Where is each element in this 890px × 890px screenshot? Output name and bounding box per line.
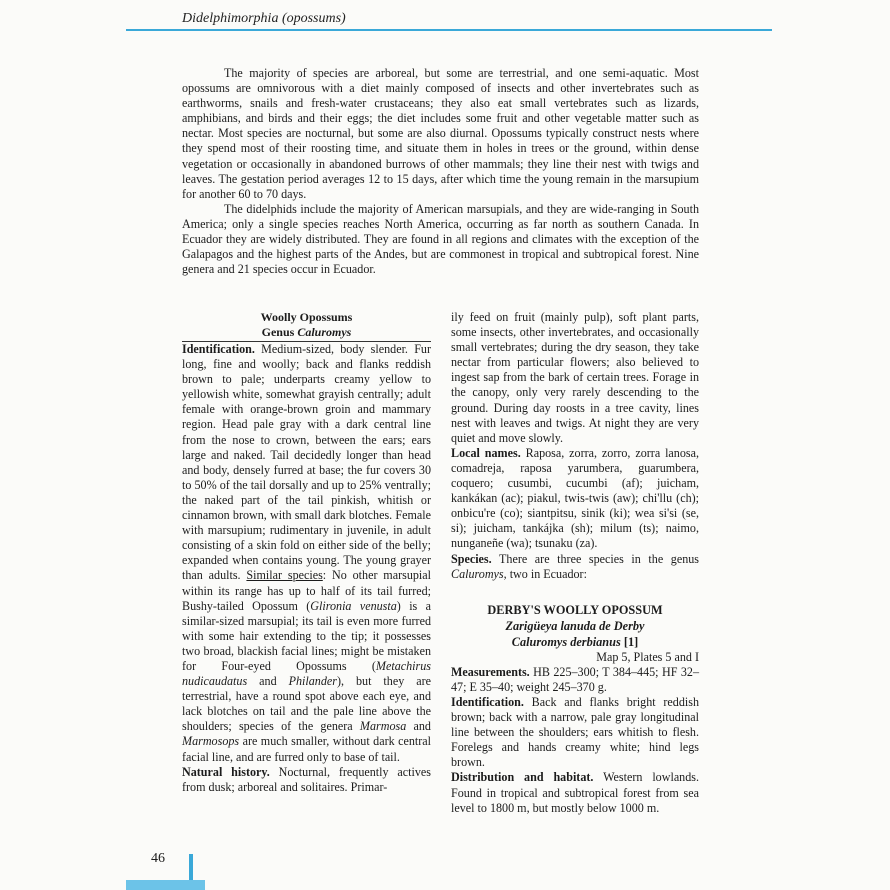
genus-name-inline: Philander xyxy=(288,674,337,689)
right-column xyxy=(451,310,699,816)
identification-text: and xyxy=(406,719,431,734)
similar-species-label: Similar species xyxy=(246,568,323,583)
local-names-text: Raposa, zorra, zorro, zorra lanosa, comadreja, raposa yarumbera, guarumbera, coquero; cusumbi, cucumbi (af); juicham, kankákan (ac); piakul, twis-twis (aw); chi'llu (ch); onbicu're (co); siantpitsu, sinik (ki); wea si'si (se, si); juicham, tankájka (sh); milum (ts); naimo, nunganeñe (wa); tsunaku (za). xyxy=(451,445,699,551)
natural-history-label: Natural history. xyxy=(182,764,270,779)
species-text: There are three species in the genus xyxy=(491,551,699,566)
genus-heading xyxy=(182,325,431,342)
species-scientific-name xyxy=(451,634,699,650)
identification-text: Back and flanks bright reddish brown; back with a narrow, pale gray longitudinal line between the shoulders; ears whitish to flesh. Forelegs and hands creamy white; hind legs brown. xyxy=(451,694,699,770)
identification-label: Identification. xyxy=(182,342,255,356)
identification-label: Identification. xyxy=(451,694,524,709)
species-paragraph xyxy=(451,552,699,582)
species-name: Metachirus nudicaudatus xyxy=(182,658,431,689)
identification-text: ), but they are terrestrial, have a round spot above each eye, and lack blotches on tail and the pale line above the shoulders; species of the genera xyxy=(182,674,431,734)
section-title: Woolly Opossums xyxy=(260,310,353,324)
species-spanish-name: Zarigüeya lanuda de Derby xyxy=(505,618,645,633)
species-number: [1] xyxy=(620,634,639,649)
footer-accent-band xyxy=(126,880,205,890)
map-plate-reference: Map 5, Plates 5 and I xyxy=(596,649,699,664)
identification-text: are much smaller, without dark central facial line, and are furred only to base of tail. xyxy=(182,734,431,764)
distribution-label: Distribution and habitat. xyxy=(451,770,594,785)
scientific-name-text: Caluromys derbianus xyxy=(511,634,621,649)
natural-history-paragraph xyxy=(182,765,431,795)
page-number: 46 xyxy=(151,851,165,866)
local-names-label: Local names. xyxy=(451,445,521,460)
distribution-text: Western lowlands. Found in tropical and subtropical forest from sea level to 1800 m, but mostly below 1000 m. xyxy=(451,770,700,815)
genus-name: Caluromys xyxy=(297,325,352,339)
local-names-paragraph xyxy=(451,446,699,552)
running-head: Didelphimorphia (opossums) xyxy=(182,11,346,26)
intro-paragraph: The didelphids include the majority of American marsupials, and they are wide-ranging in South America; only a single species reaches North America, occurring as far north as southern Canada. In Ecuador they are widely distributed. They are found in all regions and climates with the exception of the Galapagos and the highest parts of the Andes, but are commonest in tropical and subtropical forest. Nine genera and 21 species occur in Ecuador. xyxy=(182,201,699,277)
left-column xyxy=(182,310,431,795)
species-english-name: DERBY'S WOOLLY OPOSSUM xyxy=(487,602,663,617)
distribution-paragraph xyxy=(451,770,699,815)
genus-prefix: Genus xyxy=(261,325,298,339)
species-label: Species. xyxy=(451,551,492,566)
intro-text xyxy=(182,66,699,277)
natural-history-continued: ily feed on fruit (mainly pulp), soft plant parts, some insects, other invertebrates, and occasionally small vertebrates; during the dry season, they take nectar from particular flowers; also believed to ingest sap from the bark of certain trees. Forage in the canopy, only very rarely descending to the ground. During day roosts in a tree cavity, lines nest with leaves and twigs. At night they are very quiet and move slowly. xyxy=(451,310,699,445)
measurements-paragraph xyxy=(451,665,699,695)
identification-text: and xyxy=(247,674,289,689)
species-name: Glironia venusta xyxy=(310,598,397,613)
intro-paragraph: The majority of species are arboreal, but some are terrestrial, and one semi-aquatic. Most opossums are omnivorous with a diet mainly composed of insects and other invertebrates such as earthworms, snails and fresh-water crustaceans; they also eat small vertebrates such as lizards, amphibians, and birds and their eggs; the diet includes some fruit and other vegetable matter such as nectar. Most species are nocturnal, but some are also diurnal. Opossums typically construct nests where they spend most of their roosting time, and situate them in holes in trees or the ground, within dense vegetation or occasionally in abandoned burrows of other mammals; they line their nest with twigs and leaves. The gestation period averages 12 to 15 days, after which time the young remain in the marsupium for another 60 to 70 days. xyxy=(182,66,699,201)
species-text: , two in Ecuador: xyxy=(503,566,587,581)
natural-history-text: Nocturnal, frequently actives from dusk; arboreal and solitaires. Primar- xyxy=(182,764,431,794)
genus-name-inline: Caluromys xyxy=(451,566,504,581)
genus-name-inline: Marmosa xyxy=(359,719,407,734)
identification-paragraph xyxy=(182,342,431,765)
species-identification-paragraph xyxy=(451,695,699,770)
identification-text: ) is a similar-sized marsupial; its tail is even more furred with some hair extending to the tip; it possesses two broad, blackish facial lines; might be mistaken for Four-eyed Opossums ( xyxy=(182,598,431,673)
measurements-label: Measurements. xyxy=(451,664,530,679)
identification-text: Medium-sized, body slender. Fur long, fine and woolly; back and flanks reddish brown to pale; underparts creamy yellow to yellowish white, somewhat grayish centrally; adult female with orange-brown groin and mammary region. Head pale gray with a dark central line from the nose to crown, between the ears; ears large and naked. Tail decidedly longer than head and body, densely furred at base; the fur covers 30 to 50% of the tail dorsally and up to 25% ventrally; the naked part of the tail pinkish, whitish or cinnamon brown, with small dark blotches. Female with marsupium; rudimentary in juvenile, in adult consisting of a skin fold on either side of the belly; expanded when contains young. The young grayer than adults. xyxy=(182,342,431,583)
measurements-text: HB 225–300; T 384–445; HF 32–47; E 35–40; weight 245–370 g. xyxy=(451,664,699,694)
species-heading-block xyxy=(451,602,699,650)
identification-text: : No other marsupial within its range has up to half of its tail furred; Bushy-tailed Opossum ( xyxy=(182,568,431,613)
genus-name-inline: Marmosops xyxy=(182,734,240,749)
header-rule xyxy=(126,29,772,31)
